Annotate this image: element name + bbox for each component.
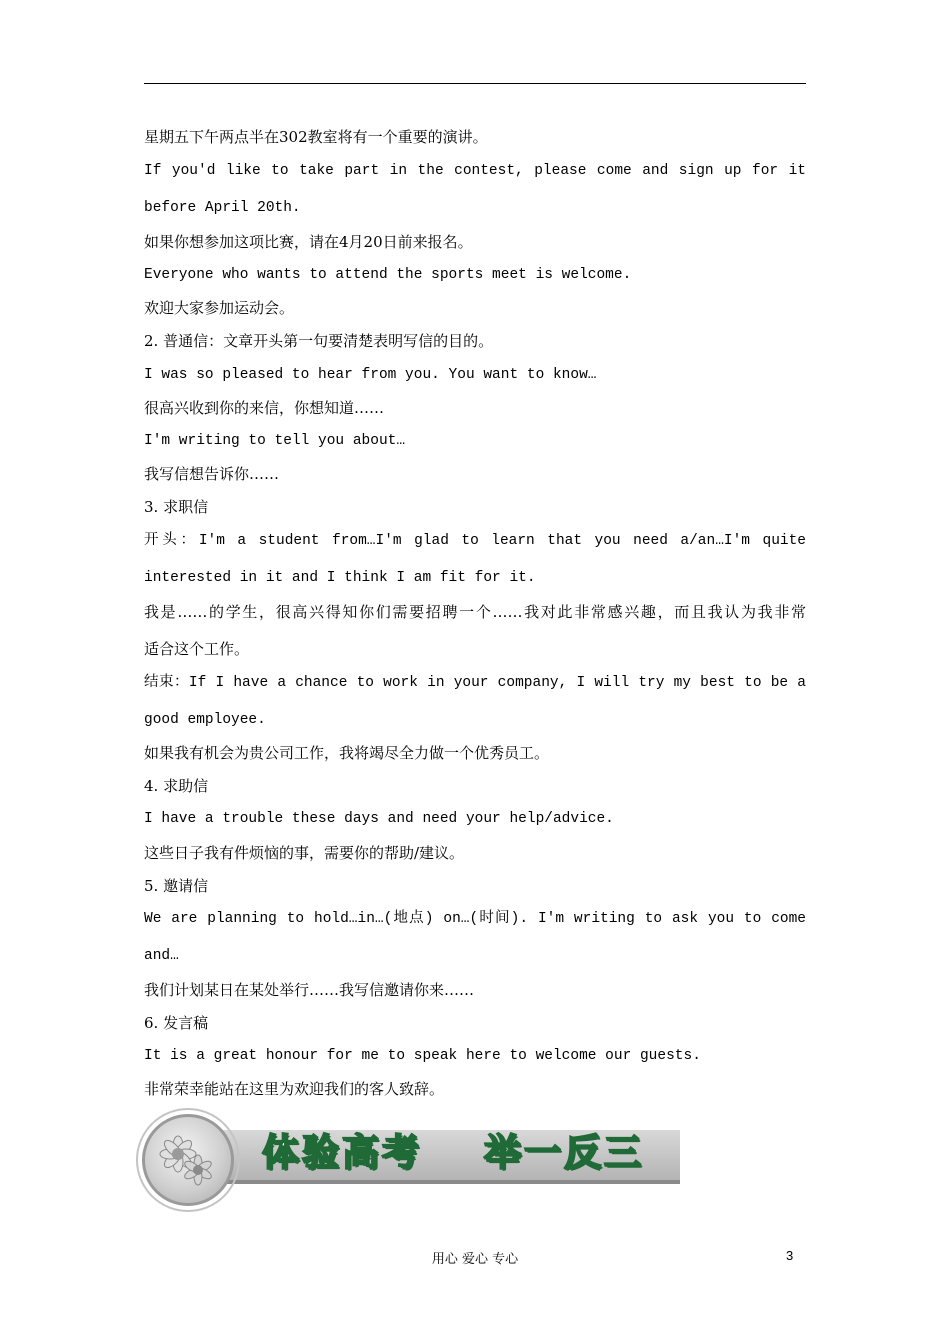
text-line: 很高兴收到你的来信，你想知道…… [144,399,385,417]
text-line: 如果你想参加这项比赛，请在4月20日前来报名。 [144,233,473,251]
text-line: Everyone who wants to attend the sports meet is welcome. [144,267,632,283]
header-rule [144,83,806,84]
text-line: I have a trouble these days and need your help/advice. [144,811,614,827]
text-line: 如果我有机会为贵公司工作，我将竭尽全力做一个优秀员工。 [144,744,550,762]
section-heading-5: 5. 邀请信 [144,877,209,895]
text-line: I was so pleased to hear from you. You want to know… [144,367,597,383]
text-line: before April 20th. [144,200,301,216]
text-line: and… [144,948,179,964]
text-line: good employee. [144,712,266,728]
page-number: 3 [786,1248,794,1263]
footer-text: 用心 爱心 专心 [431,1252,519,1267]
section-heading-3: 3. 求职信 [144,498,209,516]
text-line: We are planning to hold…in…(地点) on…(时间). I'm writing to ask you to come [144,911,806,927]
text-line: 星期五下午两点半在302教室将有一个重要的演讲。 [144,128,488,146]
text-line: 这些日子我有件烦恼的事，需要你的帮助/建议。 [144,844,465,862]
banner-title-right: 举一反三 [484,1131,644,1174]
section-banner [142,1108,682,1208]
text-line: 我写信想告诉你…… [144,465,280,483]
text-line: 非常荣幸能站在这里为欢迎我们的客人致辞。 [144,1080,445,1098]
section-heading-2: 2. 普通信：文章开头第一句要清楚表明写信的目的。 [144,332,494,350]
text-line: If you'd like to take part in the contest, please come and sign up for it [144,163,806,179]
text-line: 适合这个工作。 [144,640,250,658]
section-heading-4: 4. 求助信 [144,777,209,795]
text-line: 欢迎大家参加运动会。 [144,299,295,317]
text-line: 我们计划某日在某处举行……我写信邀请你来…… [144,981,475,999]
text-line: interested in it and I think I am fit for it. [144,570,536,586]
text-line: 结束：If I have a chance to work in your company, I will try my best to be a [144,675,806,691]
text-line: I'm writing to tell you about… [144,433,406,449]
section-heading-6: 6. 发言稿 [144,1014,209,1032]
text-line: It is a great honour for me to speak here to welcome our guests. [144,1048,701,1064]
flower-icon [156,1132,218,1188]
banner-title-left: 体验高考 [262,1131,422,1174]
text-line: 开头：I'm a student from…I'm glad to learn that you need a/an…I'm quite [144,533,806,549]
text-line: 我是……的学生，很高兴得知你们需要招聘一个……我对此非常感兴趣，而且我认为我非常 [144,603,806,621]
